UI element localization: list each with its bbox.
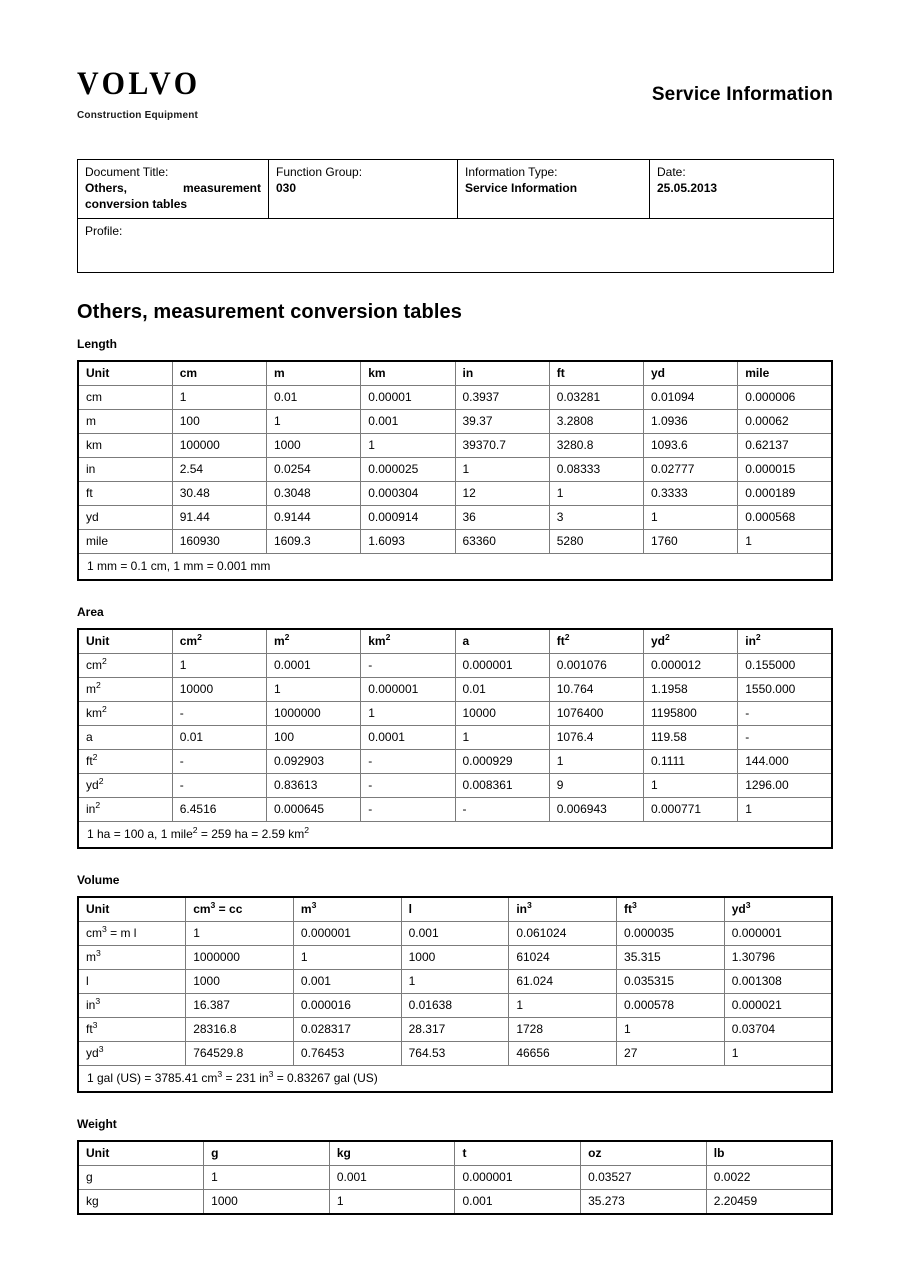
table-cell: 1.0936: [644, 410, 738, 434]
column-header: $cm^2$: [172, 629, 266, 654]
table-cell: 0.000001: [293, 922, 401, 946]
page-content: [77, 60, 833, 1215]
section-label-weight: Weight: [77, 1117, 117, 1132]
table-row: [78, 434, 832, 458]
table-cell: 10000: [455, 702, 549, 726]
table-cell: 0.000035: [617, 922, 725, 946]
document-title-label: Document Title:: [85, 165, 169, 179]
table-cell: 1000: [204, 1190, 330, 1215]
table-cell: 0.01638: [401, 994, 509, 1018]
column-header: m: [267, 361, 361, 386]
table-cell: 1: [401, 970, 509, 994]
table-cell: 0.03704: [724, 1018, 832, 1042]
table-cell: 1760: [644, 530, 738, 554]
column-header: km: [361, 361, 455, 386]
table-cell: -: [455, 798, 549, 822]
table-cell: 1000: [267, 434, 361, 458]
row-unit-label: $in^2$: [78, 798, 172, 822]
table-row: [78, 726, 832, 750]
table-row: [78, 506, 832, 530]
table-note: 1 ha = 100 a, 1 mile$^2$ = 259 ha = 2.59 $km^2$: [78, 822, 832, 849]
row-unit-label: g: [78, 1166, 204, 1190]
table-cell: 0.000568: [738, 506, 832, 530]
table-cell: 0.000015: [738, 458, 832, 482]
row-unit-label: km: [78, 434, 172, 458]
table-cell: 1: [724, 1042, 832, 1066]
table-cell: 0.1111: [644, 750, 738, 774]
table-cell: 1: [186, 922, 294, 946]
table-cell: -: [361, 798, 455, 822]
table-cell: 1.30796: [724, 946, 832, 970]
weight-conversion-table: [77, 1140, 833, 1215]
table-cell: -: [738, 702, 832, 726]
table-cell: 1: [455, 726, 549, 750]
table-cell: 0.092903: [267, 750, 361, 774]
table-cell: 0.01: [455, 678, 549, 702]
row-unit-label: in: [78, 458, 172, 482]
row-unit-label: $yd^2$: [78, 774, 172, 798]
table-cell: 1195800: [644, 702, 738, 726]
column-header: $cm^3$ = cc: [186, 897, 294, 922]
table-cell: 0.62137: [738, 434, 832, 458]
row-unit-label: $m^2$: [78, 678, 172, 702]
row-unit-label: ft: [78, 482, 172, 506]
table-cell: 1076400: [549, 702, 643, 726]
table-cell: 0.000016: [293, 994, 401, 1018]
table-header-row: [78, 361, 832, 386]
table-cell: 0.061024: [509, 922, 617, 946]
table-cell: 0.008361: [455, 774, 549, 798]
table-cell: 1: [455, 458, 549, 482]
table-cell: 0.001: [293, 970, 401, 994]
table-cell: 1550.000: [738, 678, 832, 702]
table-header-row: [78, 897, 832, 922]
masthead-title: Service Information: [651, 84, 833, 105]
table-cell: -: [361, 774, 455, 798]
column-header: in: [455, 361, 549, 386]
table-cell: 0.035315: [617, 970, 725, 994]
table-cell: 0.0022: [706, 1166, 832, 1190]
table-cell: 1000000: [267, 702, 361, 726]
table-cell: 144.000: [738, 750, 832, 774]
table-cell: 28316.8: [186, 1018, 294, 1042]
table-cell: 10000: [172, 678, 266, 702]
table-cell: 0.08333: [549, 458, 643, 482]
column-header: Unit: [78, 1141, 204, 1166]
table-cell: 63360: [455, 530, 549, 554]
information-type-value: Service Information: [465, 180, 578, 195]
table-cell: 1: [172, 386, 266, 410]
column-header: Unit: [78, 897, 186, 922]
docinfo-row-profile: [78, 219, 834, 273]
table-cell: 0.000929: [455, 750, 549, 774]
row-unit-label: kg: [78, 1190, 204, 1215]
table-cell: 0.000012: [644, 654, 738, 678]
column-header: ft: [549, 361, 643, 386]
column-header: t: [455, 1141, 581, 1166]
row-unit-label: $in^3$: [78, 994, 186, 1018]
table-cell: 6.4516: [172, 798, 266, 822]
table-cell: 0.000001: [724, 922, 832, 946]
table-cell: 27: [617, 1042, 725, 1066]
table-cell: 0.001308: [724, 970, 832, 994]
function-group-label: Function Group:: [276, 165, 363, 179]
document-title-value-line1: Others, measurement: [85, 180, 261, 195]
length-conversion-table: [77, 360, 833, 581]
table-cell: -: [361, 654, 455, 678]
table-cell: 0.0254: [267, 458, 361, 482]
table-note-row: [78, 554, 832, 581]
table-cell: 1: [329, 1190, 455, 1215]
column-header: kg: [329, 1141, 455, 1166]
row-unit-label: cm: [78, 386, 172, 410]
table-row: [78, 678, 832, 702]
table-cell: 1: [549, 482, 643, 506]
table-cell: 0.03281: [549, 386, 643, 410]
section-label-length: Length: [77, 337, 117, 352]
table-cell: 0.01: [267, 386, 361, 410]
row-unit-label: m: [78, 410, 172, 434]
table-cell: 1000: [401, 946, 509, 970]
information-type-label: Information Type:: [465, 165, 558, 179]
table-cell: 91.44: [172, 506, 266, 530]
column-header: cm: [172, 361, 266, 386]
table-row: [78, 1190, 832, 1215]
table-cell: 1000: [186, 970, 294, 994]
table-cell: 1: [738, 798, 832, 822]
table-cell: 1076.4: [549, 726, 643, 750]
table-cell: 0.83613: [267, 774, 361, 798]
docinfo-cell-document-title: [78, 160, 269, 219]
table-cell: 1: [644, 506, 738, 530]
table-cell: 2.54: [172, 458, 266, 482]
column-header: $in^3$: [509, 897, 617, 922]
table-row: [78, 994, 832, 1018]
table-cell: 0.001076: [549, 654, 643, 678]
column-header: lb: [706, 1141, 832, 1166]
table-cell: 100000: [172, 434, 266, 458]
table-cell: 100: [267, 726, 361, 750]
table-cell: 1: [509, 994, 617, 1018]
table-cell: 46656: [509, 1042, 617, 1066]
table-cell: 0.00062: [738, 410, 832, 434]
table-cell: 0.9144: [267, 506, 361, 530]
table-cell: 100: [172, 410, 266, 434]
column-header: a: [455, 629, 549, 654]
table-cell: 0.000304: [361, 482, 455, 506]
table-cell: 1: [617, 1018, 725, 1042]
row-unit-label: a: [78, 726, 172, 750]
volvo-wordmark: VOLVO: [77, 65, 201, 102]
table-cell: 0.000771: [644, 798, 738, 822]
table-cell: 1296.00: [738, 774, 832, 798]
table-cell: 1: [204, 1166, 330, 1190]
table-cell: 764.53: [401, 1042, 509, 1066]
column-header: $yd^3$: [724, 897, 832, 922]
table-cell: 61024: [509, 946, 617, 970]
column-header: $ft^3$: [617, 897, 725, 922]
table-cell: 0.01094: [644, 386, 738, 410]
area-conversion-table: [77, 628, 833, 849]
table-cell: 35.273: [581, 1190, 707, 1215]
table-cell: 5280: [549, 530, 643, 554]
table-cell: 12: [455, 482, 549, 506]
table-row: [78, 1042, 832, 1066]
volume-conversion-table: [77, 896, 833, 1093]
table-row: [78, 530, 832, 554]
column-header: $yd^2$: [644, 629, 738, 654]
table-note-row: [78, 822, 832, 849]
table-cell: 1: [293, 946, 401, 970]
table-cell: 1.6093: [361, 530, 455, 554]
column-header: Unit: [78, 629, 172, 654]
column-header: l: [401, 897, 509, 922]
row-unit-label: $cm^3 = m$ l: [78, 922, 186, 946]
table-cell: 16.387: [186, 994, 294, 1018]
row-unit-label: $cm^2$: [78, 654, 172, 678]
table-cell: 0.000006: [738, 386, 832, 410]
profile-label: Profile:: [85, 224, 123, 239]
table-row: [78, 922, 832, 946]
document-info-table: [77, 159, 834, 273]
table-row: [78, 458, 832, 482]
function-group-value: 030: [276, 180, 297, 195]
table-cell: 28.317: [401, 1018, 509, 1042]
table-cell: 0.0001: [267, 654, 361, 678]
table-cell: 0.02777: [644, 458, 738, 482]
table-cell: 0.76453: [293, 1042, 401, 1066]
date-label: Date:: [657, 165, 686, 179]
table-row: [78, 654, 832, 678]
table-cell: 1: [549, 750, 643, 774]
table-cell: 0.000021: [724, 994, 832, 1018]
table-note: 1 gal (US) = 3785.41 $cm^3 = 231$ $in^3 = 0.83267$ gal (US): [78, 1066, 832, 1093]
masthead: [77, 60, 833, 140]
table-cell: 1: [361, 434, 455, 458]
row-unit-label: mile: [78, 530, 172, 554]
row-unit-label: $ft^3$: [78, 1018, 186, 1042]
table-cell: 0.3937: [455, 386, 549, 410]
table-cell: 1093.6: [644, 434, 738, 458]
column-header: $in^2$: [738, 629, 832, 654]
table-cell: 0.001: [401, 922, 509, 946]
row-unit-label: $yd^3$: [78, 1042, 186, 1066]
column-header: $ft^2$: [549, 629, 643, 654]
table-cell: 0.000025: [361, 458, 455, 482]
row-unit-label: l: [78, 970, 186, 994]
column-header: oz: [581, 1141, 707, 1166]
table-row: [78, 702, 832, 726]
table-cell: 1.1958: [644, 678, 738, 702]
column-header: yd: [644, 361, 738, 386]
table-note-row: [78, 1066, 832, 1093]
table-cell: 1: [738, 530, 832, 554]
table-cell: 1: [644, 774, 738, 798]
volvo-logo: [77, 65, 201, 121]
table-cell: 0.006943: [549, 798, 643, 822]
table-note: 1 mm = 0.1 cm, 1 mm = 0.001 mm: [78, 554, 832, 581]
table-cell: -: [172, 774, 266, 798]
docinfo-row-main: [78, 160, 834, 219]
column-header: mile: [738, 361, 832, 386]
document-title-value-line2: conversion tables: [85, 196, 188, 211]
column-header: Unit: [78, 361, 172, 386]
table-row: [78, 970, 832, 994]
table-row: [78, 386, 832, 410]
row-unit-label: $km^2$: [78, 702, 172, 726]
table-cell: 0.000578: [617, 994, 725, 1018]
table-cell: 0.000645: [267, 798, 361, 822]
table-cell: 0.000189: [738, 482, 832, 506]
table-row: [78, 946, 832, 970]
column-header: $m^3$: [293, 897, 401, 922]
table-cell: 0.03527: [581, 1166, 707, 1190]
table-cell: 39.37: [455, 410, 549, 434]
column-header: $m^2$: [267, 629, 361, 654]
table-row: [78, 798, 832, 822]
table-cell: -: [738, 726, 832, 750]
table-row: [78, 1018, 832, 1042]
table-header-row: [78, 629, 832, 654]
column-header: g: [204, 1141, 330, 1166]
date-value: 25.05.2013: [657, 180, 718, 195]
table-cell: 1609.3: [267, 530, 361, 554]
docinfo-cell-information-type: [458, 160, 650, 219]
table-cell: 0.001: [329, 1166, 455, 1190]
row-unit-label: yd: [78, 506, 172, 530]
table-cell: 160930: [172, 530, 266, 554]
table-cell: 1728: [509, 1018, 617, 1042]
table-cell: 0.000914: [361, 506, 455, 530]
table-cell: 1: [267, 410, 361, 434]
table-row: [78, 774, 832, 798]
table-header-row: [78, 1141, 832, 1166]
table-cell: 3280.8: [549, 434, 643, 458]
row-unit-label: $m^3$: [78, 946, 186, 970]
page-title: Others, measurement conversion tables: [77, 301, 462, 324]
table-cell: 0.001: [455, 1190, 581, 1215]
table-cell: 0.01: [172, 726, 266, 750]
table-cell: 0.028317: [293, 1018, 401, 1042]
docinfo-cell-function-group: [269, 160, 458, 219]
table-cell: 0.3048: [267, 482, 361, 506]
table-cell: 0.00001: [361, 386, 455, 410]
table-cell: 0.000001: [455, 654, 549, 678]
table-cell: 30.48: [172, 482, 266, 506]
table-cell: 3.2808: [549, 410, 643, 434]
table-row: [78, 1166, 832, 1190]
volvo-logo-subtitle: Construction Equipment: [77, 110, 199, 121]
table-cell: 0.0001: [361, 726, 455, 750]
table-cell: 2.20459: [706, 1190, 832, 1215]
table-cell: 9: [549, 774, 643, 798]
table-row: [78, 410, 832, 434]
table-cell: 0.3333: [644, 482, 738, 506]
docinfo-cell-date: [650, 160, 834, 219]
row-unit-label: $ft^2$: [78, 750, 172, 774]
table-row: [78, 750, 832, 774]
table-cell: 0.001: [361, 410, 455, 434]
table-cell: 35.315: [617, 946, 725, 970]
table-cell: 0.155000: [738, 654, 832, 678]
section-label-volume: Volume: [77, 873, 120, 888]
table-row: [78, 482, 832, 506]
section-label-area: Area: [77, 605, 104, 620]
table-cell: 10.764: [549, 678, 643, 702]
docinfo-cell-profile: [78, 219, 834, 273]
table-cell: 0.000001: [361, 678, 455, 702]
table-cell: 0.000001: [455, 1166, 581, 1190]
table-cell: -: [172, 702, 266, 726]
column-header: $km^2$: [361, 629, 455, 654]
table-cell: 3: [549, 506, 643, 530]
table-cell: 1: [172, 654, 266, 678]
table-cell: 39370.7: [455, 434, 549, 458]
table-cell: -: [361, 750, 455, 774]
table-cell: 1: [267, 678, 361, 702]
table-cell: 764529.8: [186, 1042, 294, 1066]
table-cell: 119.58: [644, 726, 738, 750]
table-cell: 1: [361, 702, 455, 726]
table-cell: 36: [455, 506, 549, 530]
table-cell: 61.024: [509, 970, 617, 994]
table-cell: -: [172, 750, 266, 774]
table-cell: 1000000: [186, 946, 294, 970]
